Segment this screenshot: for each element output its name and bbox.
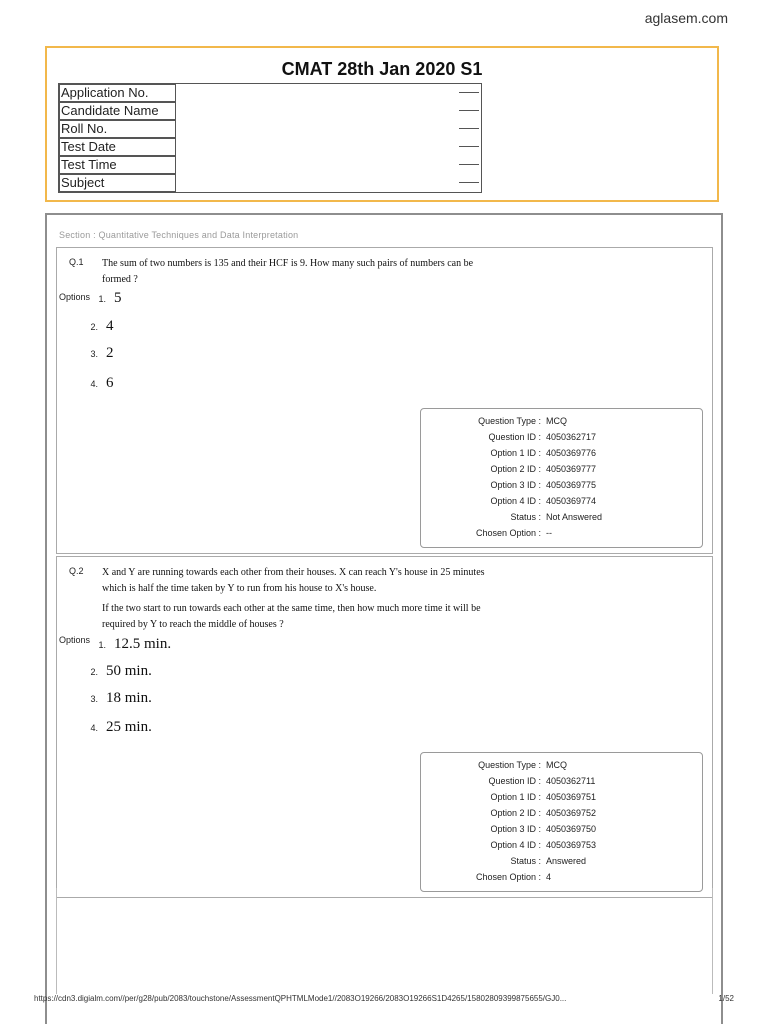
meta-status: Status : Answered: [510, 856, 587, 866]
info-row-application-no: [59, 84, 481, 102]
option-number: 3.: [90, 694, 98, 704]
page-number: 1/52: [718, 994, 734, 1003]
option-2: [90, 318, 114, 335]
question-text-line: required by Y to reach the middle of houses ?: [102, 619, 284, 630]
info-label: Candidate Name: [59, 102, 176, 120]
exam-title: CMAT 28th Jan 2020 S1: [281, 59, 483, 79]
option-1: [98, 290, 122, 307]
info-value: [176, 156, 481, 174]
meta-question-type: Question Type : MCQ: [478, 760, 567, 770]
question-text-line: If the two start to run towards each other at the same time, then how much more time it will be: [102, 603, 481, 614]
candidate-header: [45, 46, 719, 202]
info-row-test-time: [59, 156, 481, 174]
option-2: [90, 663, 152, 680]
meta-option-1-id: Option 1 ID : 4050369751: [490, 792, 597, 802]
info-row-subject: [59, 174, 481, 192]
option-number: 4.: [90, 723, 98, 733]
option-value: 2: [106, 345, 114, 361]
meta-chosen-option: Chosen Option : --: [475, 528, 552, 538]
info-value: [176, 174, 481, 192]
option-value: 4: [106, 318, 114, 334]
meta-option-4-id: Option 4 ID : 4050369774: [490, 496, 597, 506]
meta-question-type: Question Type : MCQ: [478, 416, 567, 426]
meta-option-4-id: Option 4 ID : 4050369753: [490, 840, 597, 850]
options-label: Options: [59, 292, 91, 302]
option-number: 3.: [90, 349, 98, 359]
meta-status: Status : Not Answered: [510, 512, 603, 522]
meta-option-2-id: Option 2 ID : 4050369752: [490, 808, 597, 818]
meta-option-3-id: Option 3 ID : 4050369775: [490, 480, 597, 490]
info-label: Application No.: [59, 84, 176, 102]
info-row-roll-no: [59, 120, 481, 138]
option-number: 2.: [90, 322, 98, 332]
info-label: Test Date: [59, 138, 176, 156]
question-meta-panel: [420, 752, 703, 892]
info-row-test-date: [59, 138, 481, 156]
meta-chosen-option: Chosen Option : 4: [475, 872, 552, 882]
option-value: 50 min.: [106, 663, 152, 679]
meta-option-2-id: Option 2 ID : 4050369777: [490, 464, 597, 474]
meta-option-3-id: Option 3 ID : 4050369750: [490, 824, 597, 834]
page-divider-left: [56, 888, 57, 994]
info-label: Roll No.: [59, 120, 176, 138]
option-value: 18 min.: [106, 690, 152, 706]
option-4: [90, 375, 114, 392]
option-value: 6: [106, 375, 114, 391]
question-text-line: formed ?: [102, 274, 138, 285]
page-divider-right: [712, 888, 713, 994]
option-value: 25 min.: [106, 719, 152, 735]
meta-question-id: Question ID : 4050362717: [488, 432, 597, 442]
option-3: [90, 345, 114, 362]
question-meta-panel: [420, 408, 703, 548]
meta-option-1-id: Option 1 ID : 4050369776: [490, 448, 597, 458]
option-number: 1.: [98, 294, 106, 304]
option-number: 1.: [98, 640, 106, 650]
section-title: Section : Quantitative Techniques and Data Interpretation: [59, 230, 299, 240]
question-text-line: X and Y are running towards each other from their houses. X can reach Y's house in 25 minutes: [102, 567, 485, 578]
info-row-candidate-name: [59, 102, 481, 120]
option-value: 5: [114, 290, 122, 306]
question-number: Q.1: [69, 257, 84, 267]
info-label: Subject: [59, 174, 176, 192]
options-label: Options: [59, 635, 91, 645]
option-value: 12.5 min.: [114, 636, 172, 652]
option-number: 2.: [90, 667, 98, 677]
info-value: [176, 138, 481, 156]
option-4: [90, 719, 152, 736]
info-label: Test Time: [59, 156, 176, 174]
site-name: aglasem.com: [644, 10, 728, 26]
question-text: [102, 565, 485, 633]
footer-url: https://cdn3.digialm.com//per/g28/pub/2083/touchstone/AssessmentQPHTMLMode1//2083O19266/2083O19266S1D4265/15802809399875655/GJ0...: [34, 994, 567, 1003]
info-value: [176, 120, 481, 138]
info-value: [176, 84, 481, 102]
candidate-info-table: [58, 83, 482, 193]
question-text-line: The sum of two numbers is 135 and their HCF is 9. How many such pairs of numbers can be: [102, 258, 474, 269]
info-value: [176, 102, 481, 120]
option-1: [98, 636, 171, 653]
option-number: 4.: [90, 379, 98, 389]
question-text-line: which is half the time taken by Y to run from his house to X's house.: [102, 583, 377, 594]
meta-question-id: Question ID : 4050362711: [488, 776, 596, 786]
option-3: [90, 690, 152, 707]
question-number: Q.2: [69, 566, 84, 576]
question-text: [102, 256, 473, 288]
